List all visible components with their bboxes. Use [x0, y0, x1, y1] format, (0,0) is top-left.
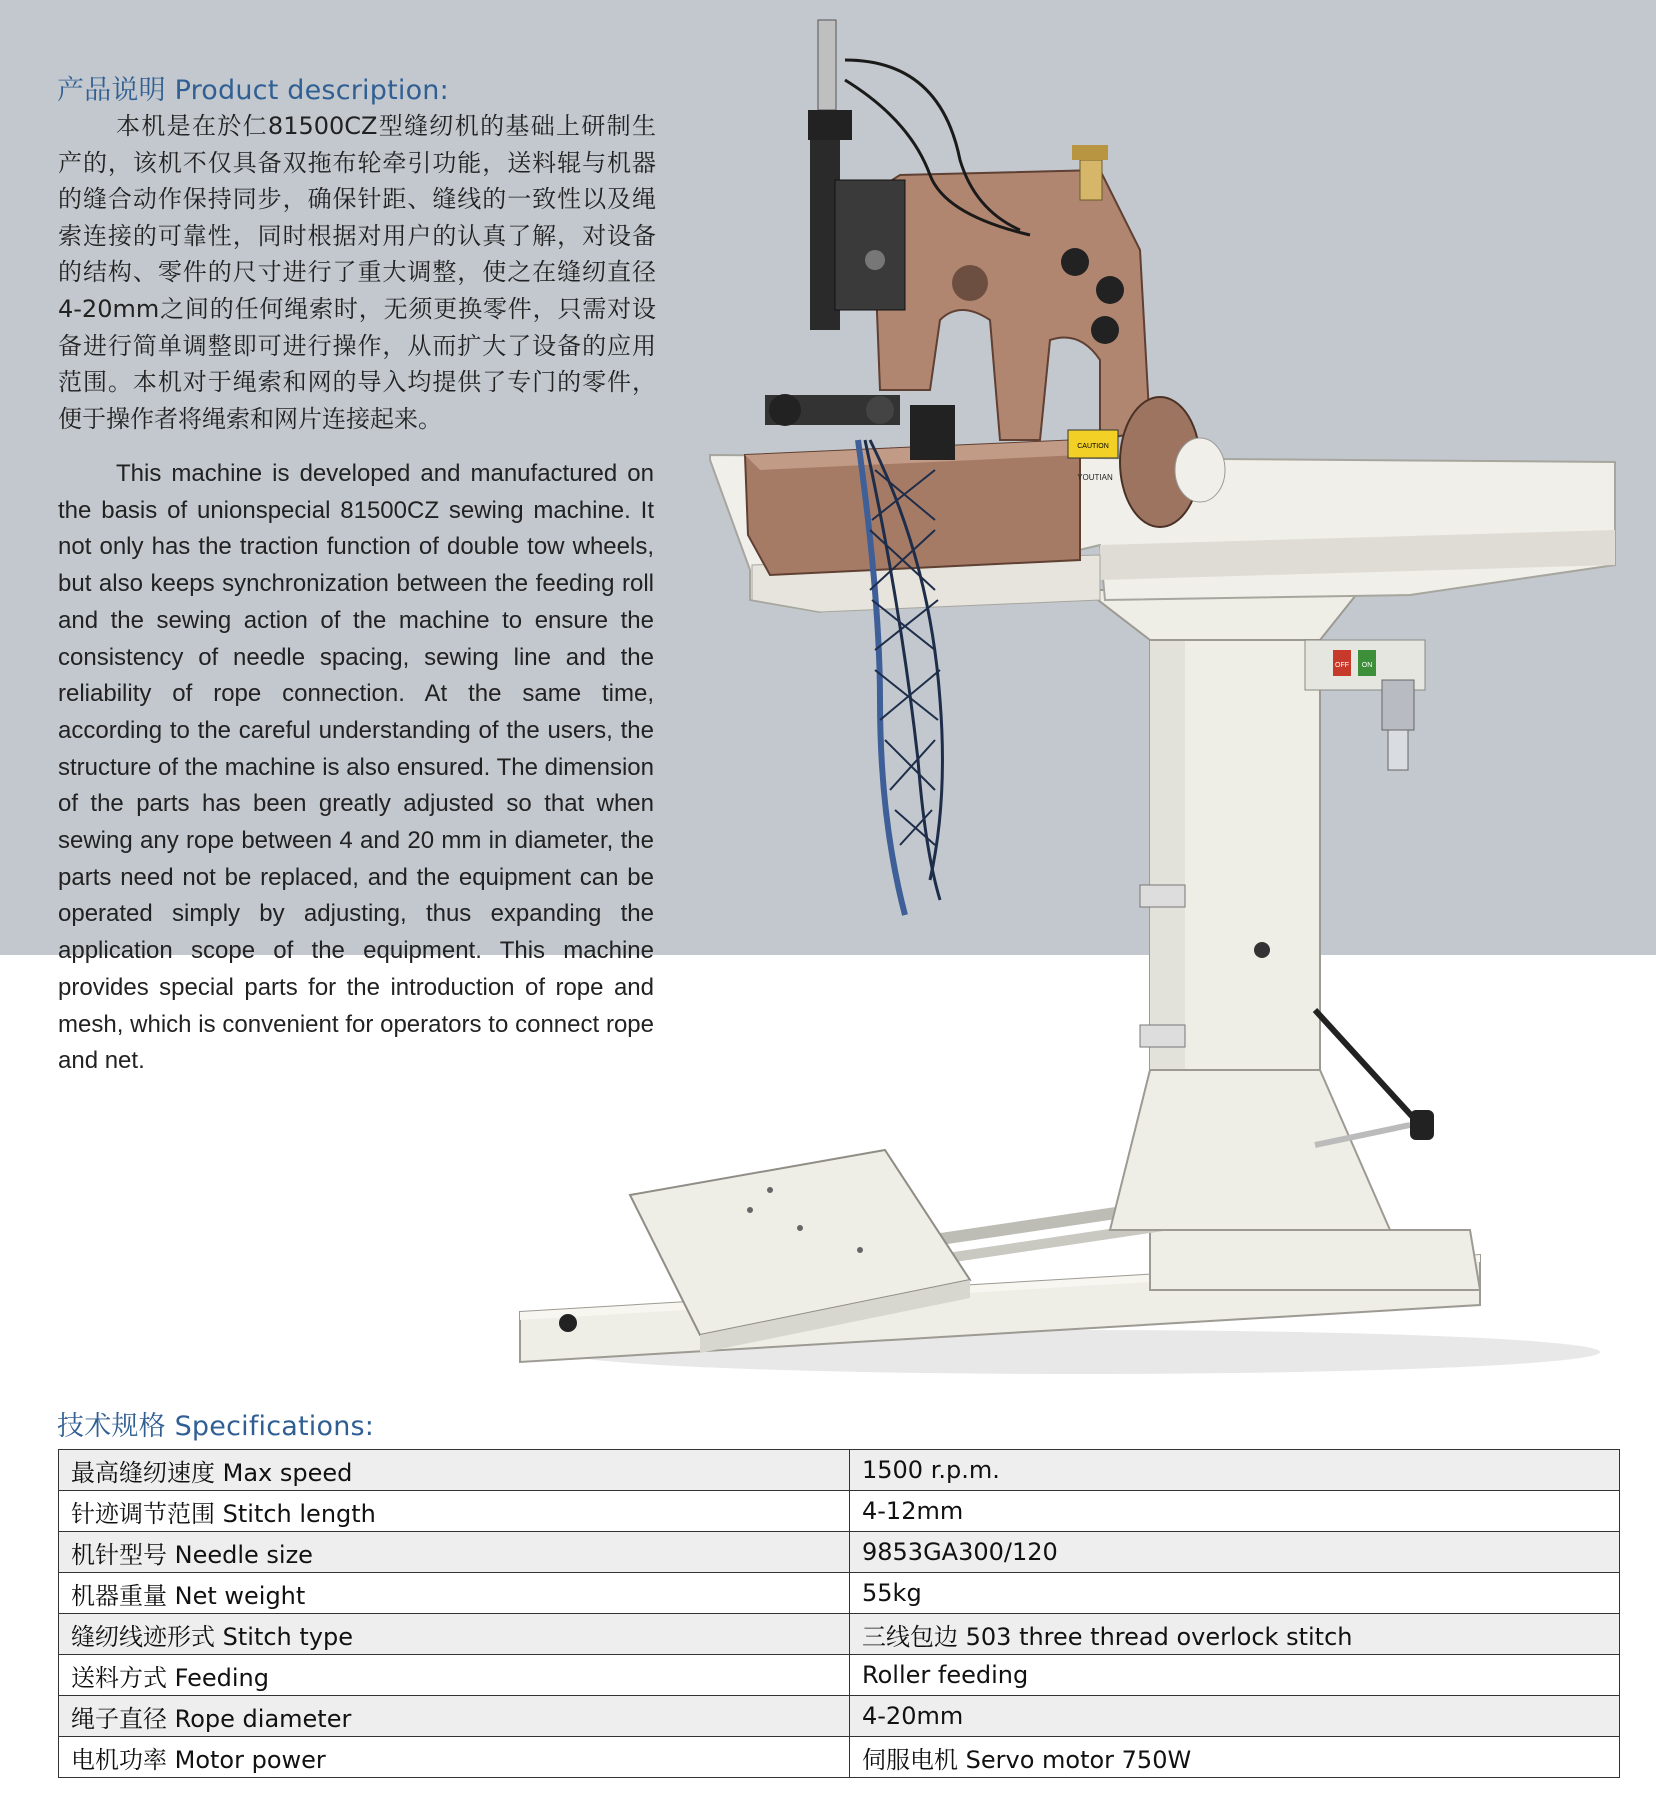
- specifications-heading: 技术规格 Specifications:: [57, 1411, 375, 1442]
- chinese-description: 本机是在於仁81500CZ型缝纫机的基础上研制生产的，该机不仅具备双拖布轮牵引功能，送料辊与机器的缝合动作保持同步，确保针距、缝线的一致性以及绳索连接的可靠性，同时根据对用户的认真了解，对设备的结构、零件的尺寸进行了重大调整，使之在缝纫直径4-20mm之间的任何绳索时，无须更换零件，只需对设备进行简单调整即可进行操作，从而扩大了设备的应用范围。本机对于绳索和网的导入均提供了专门的零件，便于操作者将绳索和网片连接起来。: [58, 112, 656, 433]
- table-row: [59, 1696, 1620, 1737]
- table-row: [59, 1573, 1620, 1614]
- table-row: [59, 1614, 1620, 1655]
- table-row: [59, 1655, 1620, 1696]
- spec-value: Roller feeding: [850, 1655, 1620, 1696]
- table-row: [59, 1737, 1620, 1778]
- spec-value: 伺服电机 Servo motor 750W: [850, 1737, 1620, 1778]
- spec-param: 绳子直径 Rope diameter: [59, 1696, 850, 1737]
- spec-value: 4-12mm: [850, 1491, 1620, 1532]
- caution-label: CAUTION: [1077, 443, 1109, 450]
- product-description-heading: 产品说明 Product description:: [57, 75, 449, 106]
- brand-plate: YOUTIAN: [1077, 473, 1113, 482]
- spec-value: 三线包边 503 three thread overlock stitch: [850, 1614, 1620, 1655]
- table-row: [59, 1491, 1620, 1532]
- spec-param: 缝纫线迹形式 Stitch type: [59, 1614, 850, 1655]
- table-row: [59, 1450, 1620, 1491]
- spec-param: 送料方式 Feeding: [59, 1655, 850, 1696]
- sewing-machine-photo: [510, 0, 1656, 1395]
- spec-param: 最高缝纫速度 Max speed: [59, 1450, 850, 1491]
- spec-param: 机针型号 Needle size: [59, 1532, 850, 1573]
- spec-value: 4-20mm: [850, 1696, 1620, 1737]
- spec-value: 9853GA300/120: [850, 1532, 1620, 1573]
- spec-param: 针迹调节范围 Stitch length: [59, 1491, 850, 1532]
- english-description: This machine is developed and manufactured on the basis of unionspecial 81500CZ sewing machine. It not only has the traction function of double tow wheels, but also keeps synchronization between the feeding roll and the sewing action of the machine to ensure the consistency of needle spacing, sewing line and the reliability of rope connection. At the same time, according to the careful understanding of the users, the structure of the machine is also ensured. The dimension of the parts has been greatly adjusted so that when sewing any rope between 4 and 20 mm in diameter, the parts need not be replaced, and the equipment can be operated simply by adjusting, thus expanding the application scope of the equipment. This machine provides special parts for the introduction of rope and mesh, which is convenient for operators to connect rope and net.: [58, 460, 654, 1075]
- spec-param: 机器重量 Net weight: [59, 1573, 850, 1614]
- spec-value: 1500 r.p.m.: [850, 1450, 1620, 1491]
- on-switch-label: ON: [1361, 662, 1373, 669]
- off-switch-label: OFF: [1335, 662, 1349, 669]
- spec-param: 电机功率 Motor power: [59, 1737, 850, 1778]
- spec-value: 55kg: [850, 1573, 1620, 1614]
- specifications-table: [58, 1449, 1620, 1778]
- table-row: [59, 1532, 1620, 1573]
